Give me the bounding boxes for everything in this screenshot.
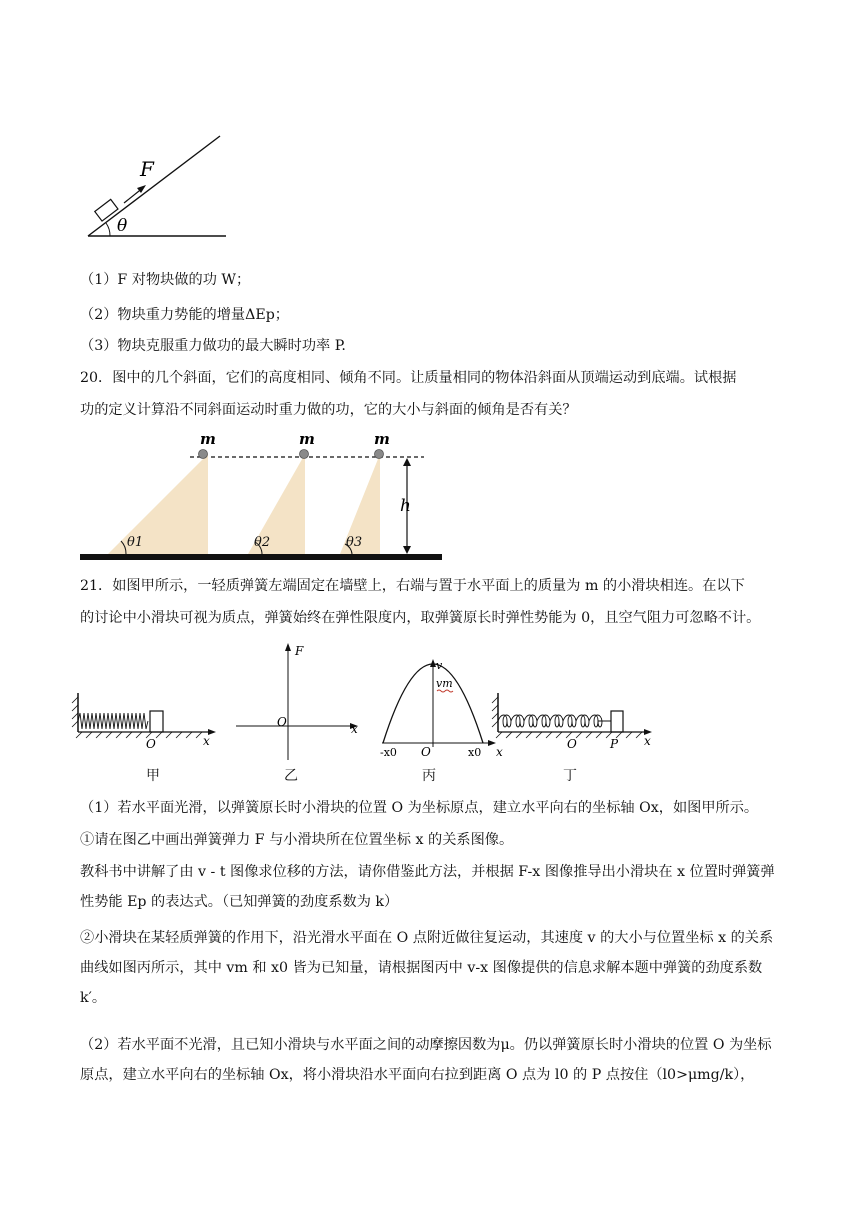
mass-labels: [200, 430, 390, 448]
q21-part1-item2: ②小滑块在某轻质弹簧的作用下，沿光滑水平面在 O 点附近做往复运动，其速度 v 的大小与位置坐标 x 的关系曲线如图丙所示，其中 vm 和 x0 皆为已知量，请根据图丙中 v-x 图像提供的信息求解本题中弹簧的劲度系数 k′。: [80, 930, 774, 1006]
spring-stretched: [498, 715, 611, 727]
q20-text-line-2: 功的定义计算沿不同斜面运动时重力做的功，它的大小与斜面的倾角是否有关？: [80, 402, 577, 418]
origin-label: O: [567, 737, 577, 751]
angle-arc: [106, 223, 110, 236]
q21-part1: （1）若水平面光滑，以弹簧原长时小滑块的位置 O 为坐标原点，建立水平向右的坐标轴 Ox，如图甲所示。: [80, 800, 759, 816]
height-label: h: [400, 496, 411, 516]
x-axis-label: x: [644, 734, 651, 748]
force-label: F: [140, 157, 154, 181]
figure-ding: [492, 693, 652, 751]
slider-block: [611, 711, 623, 732]
f-axis-label: F: [295, 644, 304, 658]
spring-figures: [70, 635, 670, 760]
ball-1: [199, 450, 208, 459]
mass-label: m: [299, 430, 315, 448]
p-label: P: [610, 737, 619, 751]
q21-part1-item1: ①请在图乙中画出弹簧弹力 F 与小滑块所在位置坐标 x 的关系图像。: [80, 832, 514, 848]
figure-yi: [236, 643, 358, 760]
v-axis-label: v: [436, 659, 443, 672]
slider-block: [150, 711, 163, 732]
angle-label: θ: [117, 216, 128, 236]
origin-label: O: [146, 737, 156, 751]
figure-jia: [72, 693, 216, 751]
vm-label: vm: [436, 677, 453, 690]
squiggle-mark: [437, 690, 453, 692]
angle-label-3: θ3: [346, 535, 363, 550]
incline-1: [108, 454, 208, 554]
mass-label: m: [200, 430, 216, 448]
x-axis-label: x: [203, 734, 210, 748]
ground-bar: [80, 554, 442, 560]
q21-text-line-2: 的讨论中小滑块可视为质点，弹簧始终在弹性限度内，取弹簧原长时弹性势能为 0，且空气阻力可忽略不计。: [80, 610, 761, 626]
caption-yi: 乙: [284, 768, 298, 784]
angle-label-1: θ1: [127, 535, 144, 550]
q21-part1-derivation: 教科书中讲解了由 v - t 图像求位移的方法，请你借鉴此方法，并根据 F-x 图像推导出小滑块在 x 位置时弹簧弹性势能 Ep 的表达式。（已知弹簧的劲度系数为 k）: [80, 864, 775, 910]
ball-3: [375, 450, 384, 459]
caption-jia: 甲: [146, 768, 160, 784]
spring-compressed: [78, 713, 148, 729]
q21-text-line-1: 21．如图甲所示，一轻质弹簧左端固定在墙壁上，右端与置于水平面上的质量为 m 的小滑块相连。在以下: [80, 578, 745, 594]
x-axis-label: x: [351, 722, 358, 736]
mass-label: m: [374, 430, 390, 448]
x0-label: x0: [468, 746, 482, 759]
x-axis-label: x: [496, 745, 503, 759]
q19-item-2: （2）物块重力势能的增量ΔEp；: [80, 307, 289, 323]
caption-bing: 丙: [422, 768, 436, 784]
origin-label: O: [421, 745, 431, 759]
ball-2: [300, 450, 309, 459]
block: [95, 199, 118, 221]
q20-text-line-1: 20．图中的几个斜面，它们的高度相同、倾角不同。让质量相同的物体沿斜面从顶端运动到底端。试根据: [80, 370, 737, 386]
q19-item-1: （1）F 对物块做的功 W；: [80, 272, 251, 288]
neg-x0-label: -x0: [380, 746, 397, 759]
figure-bing: [380, 659, 503, 759]
incline-line: [88, 136, 220, 236]
caption-ding: 丁: [563, 768, 577, 784]
origin-label: O: [277, 715, 287, 729]
incline-force-figure: [80, 128, 240, 243]
q19-item-3: （3）物块克服重力做功的最大瞬时功率 P.: [80, 338, 346, 354]
angle-label-2: θ2: [254, 535, 271, 550]
q21-part2: （2）若水平面不光滑，且已知小滑块与水平面之间的动摩擦因数为μ。仍以弹簧原长时小滑块的位置 O 为坐标原点，建立水平向右的坐标轴 Ox，将小滑块沿水平面向右拉到距离 O 点为 l0 的 P 点按住（l0>μmg/k），: [80, 1037, 772, 1083]
